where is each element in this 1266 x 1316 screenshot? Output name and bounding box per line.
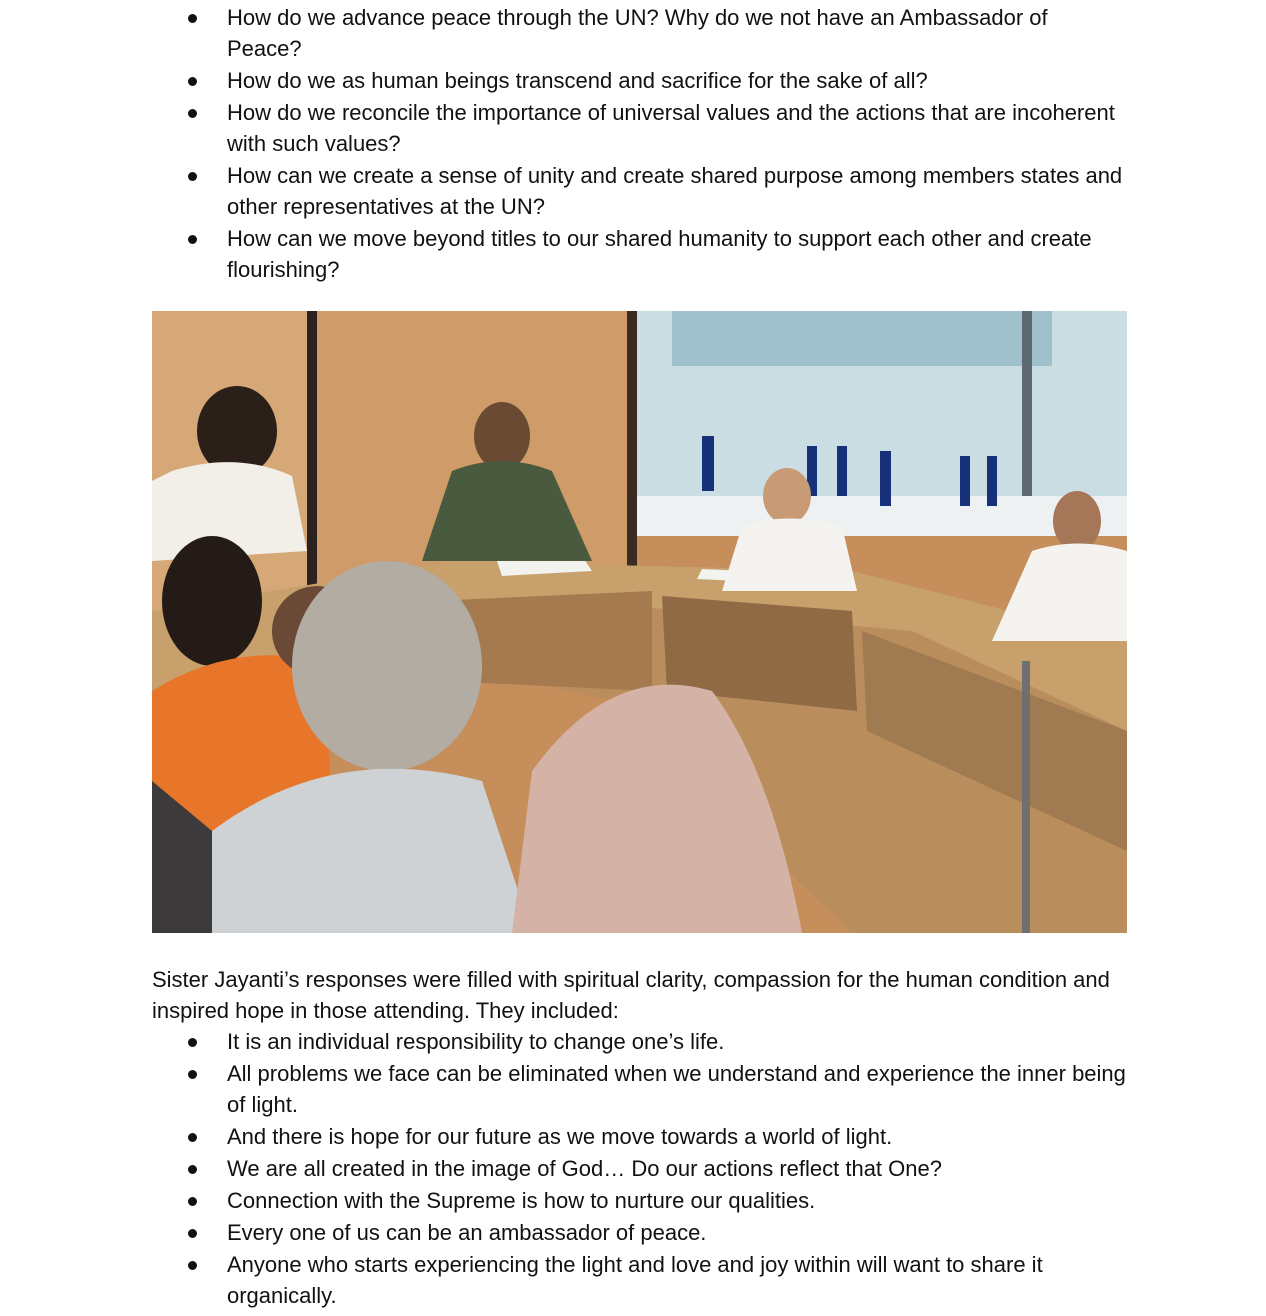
list-item <box>152 2 1127 64</box>
list-item <box>152 1249 1127 1311</box>
bullet-icon <box>188 77 197 86</box>
bullet-icon <box>188 1133 197 1142</box>
response-text: Connection with the Supreme is how to nurture our qualities. <box>227 1188 816 1213</box>
meeting-photo-illustration <box>152 311 1127 933</box>
list-item <box>152 1026 1127 1057</box>
response-text: It is an individual responsibility to change one’s life. <box>227 1029 725 1054</box>
list-item <box>152 1185 1127 1216</box>
question-text: How can we move beyond titles to our shared humanity to support each other and create flourishing? <box>227 226 1092 282</box>
question-text: How do we advance peace through the UN? Why do we not have an Ambassador of Peace? <box>227 5 1048 61</box>
response-text: We are all created in the image of God… Do our actions reflect that One? <box>227 1156 942 1181</box>
list-item <box>152 160 1127 222</box>
response-text: Anyone who starts experiencing the light and love and joy within will want to share it organically. <box>227 1252 1043 1308</box>
responses-list <box>152 1026 1127 1312</box>
bullet-icon <box>188 14 197 23</box>
bullet-icon <box>188 1038 197 1047</box>
bullet-icon <box>188 1165 197 1174</box>
bullet-icon <box>188 172 197 181</box>
response-text: All problems we face can be eliminated when we understand and experience the inner being of light. <box>227 1061 1126 1117</box>
list-item <box>152 1058 1127 1120</box>
bullet-icon <box>188 1070 197 1079</box>
intro-paragraph: Sister Jayanti’s responses were filled with spiritual clarity, compassion for the human condition and inspired hope in those attending. They included: <box>152 967 1110 1023</box>
list-item <box>152 65 1127 96</box>
bullet-icon <box>188 1197 197 1206</box>
question-text: How can we create a sense of unity and create shared purpose among members states and other representatives at the UN? <box>227 163 1123 219</box>
questions-list <box>152 2 1127 286</box>
question-text: How do we reconcile the importance of universal values and the actions that are incoherent with such values? <box>227 100 1115 156</box>
list-item <box>152 1153 1127 1184</box>
list-item <box>152 1217 1127 1248</box>
response-text: And there is hope for our future as we move towards a world of light. <box>227 1124 893 1149</box>
bullet-icon <box>188 235 197 244</box>
meeting-photo <box>152 311 1127 933</box>
bullet-icon <box>188 1229 197 1238</box>
list-item <box>152 1121 1127 1152</box>
list-item <box>152 97 1127 159</box>
list-item <box>152 223 1127 285</box>
response-text: Every one of us can be an ambassador of peace. <box>227 1220 707 1245</box>
bullet-icon <box>188 109 197 118</box>
question-text: How do we as human beings transcend and sacrifice for the sake of all? <box>227 68 928 93</box>
bullet-icon <box>188 1261 197 1270</box>
